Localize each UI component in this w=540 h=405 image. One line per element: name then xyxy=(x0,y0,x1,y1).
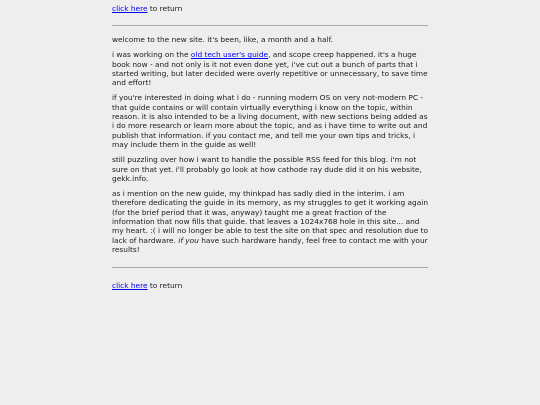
return-suffix-top: to return xyxy=(147,4,183,13)
return-suffix-bottom: to return xyxy=(147,281,183,290)
post-paragraph-2-start: i was working on the xyxy=(112,50,191,60)
post-paragraph-2-end: , and scope creep happened. it's a huge book now - and not only is it not even done yet, i've cut out a bunch of parts that i started writing, but later decided were overly repetitive or unnecessary, to save time and effort! xyxy=(112,50,428,88)
post-paragraph-1: welcome to the new site. it's been, like, a month and a half. xyxy=(112,35,333,44)
return-link-top[interactable]: click here xyxy=(112,4,148,13)
divider-top xyxy=(112,25,428,26)
post-paragraph-5-start: as i mention on the new guide, my thinkpad has sadly died in the interim. i am therefore dedicating the guide in its memory, as my struggles to get it working again (for the brief period that it was, anyway) taught me a great fraction of the information that now fills that guide. that leaves a 1024x768 hole in this site... and my heart. :( i will no longer be able to test the site on that spec and resolution due to lack of hardware. xyxy=(112,189,429,245)
post-paragraph-5 xyxy=(112,189,430,254)
return-nav-top xyxy=(112,4,182,13)
post-paragraph-4: still puzzling over how i want to handle the possible RSS feed for this blog. i'm not sure on that yet. i'll probably go look at how cathode ray dude did it on his website, gekk.info. xyxy=(112,155,422,183)
return-nav-bottom xyxy=(112,281,182,290)
return-link-bottom[interactable]: click here xyxy=(112,281,148,290)
divider-bottom xyxy=(112,267,428,268)
post-paragraph-5-end: have such hardware handy, feel free to contact me with your results! xyxy=(112,235,428,254)
post-paragraph-5-emphasis: if you xyxy=(178,235,199,245)
post-paragraph-3: if you're interested in doing what i do - running modern OS on very not-modern PC - that guide contains or will contain virtually everything i know on the topic, within reason. it is also intended to be a living document, with new sections being added as i do more research or learn more about the topic, and as i have time to write out and publish that information. if you contact me, and tell me your own tips and tricks, i may include them in the guide as well! xyxy=(112,93,428,149)
old-tech-guide-link[interactable]: old tech user's guide xyxy=(190,50,269,60)
post-paragraph-2 xyxy=(112,50,430,87)
blog-post xyxy=(112,35,430,260)
